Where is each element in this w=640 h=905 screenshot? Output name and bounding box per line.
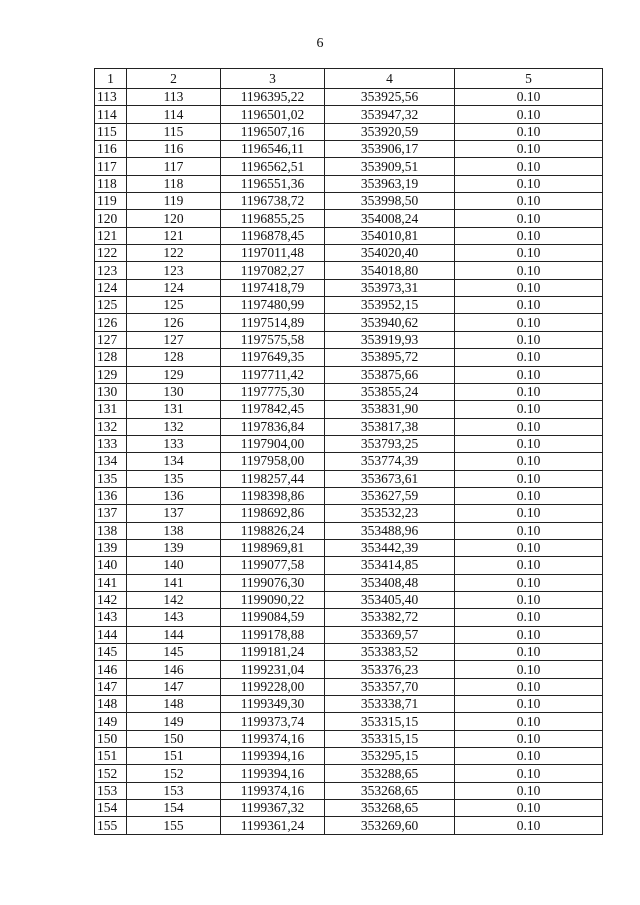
table-row <box>95 696 603 713</box>
x-coordinate-cell: 1197842,45 <box>221 401 325 418</box>
row-index-cell: 121 <box>95 227 127 244</box>
y-coordinate-cell: 353952,15 <box>325 297 455 314</box>
value-cell: 0.10 <box>455 227 603 244</box>
table-row <box>95 141 603 158</box>
y-coordinate-cell: 353998,50 <box>325 193 455 210</box>
point-number-cell: 118 <box>127 175 221 192</box>
x-coordinate-cell: 1196855,25 <box>221 210 325 227</box>
value-cell: 0.10 <box>455 539 603 556</box>
y-coordinate-cell: 353793,25 <box>325 435 455 452</box>
table-row <box>95 106 603 123</box>
x-coordinate-cell: 1197011,48 <box>221 245 325 262</box>
row-index-cell: 124 <box>95 279 127 296</box>
value-cell: 0.10 <box>455 609 603 626</box>
point-number-cell: 137 <box>127 505 221 522</box>
point-number-cell: 145 <box>127 644 221 661</box>
x-coordinate-cell: 1196878,45 <box>221 227 325 244</box>
x-coordinate-cell: 1196501,02 <box>221 106 325 123</box>
y-coordinate-cell: 353268,65 <box>325 800 455 817</box>
row-index-cell: 143 <box>95 609 127 626</box>
value-cell: 0.10 <box>455 418 603 435</box>
point-number-cell: 132 <box>127 418 221 435</box>
point-number-cell: 125 <box>127 297 221 314</box>
value-cell: 0.10 <box>455 435 603 452</box>
table-row <box>95 574 603 591</box>
column-header-2: 2 <box>127 69 221 89</box>
row-index-cell: 125 <box>95 297 127 314</box>
y-coordinate-cell: 353895,72 <box>325 349 455 366</box>
y-coordinate-cell: 353376,23 <box>325 661 455 678</box>
row-index-cell: 114 <box>95 106 127 123</box>
point-number-cell: 127 <box>127 331 221 348</box>
x-coordinate-cell: 1196738,72 <box>221 193 325 210</box>
x-coordinate-cell: 1196551,36 <box>221 175 325 192</box>
x-coordinate-cell: 1199349,30 <box>221 696 325 713</box>
y-coordinate-cell: 353442,39 <box>325 539 455 556</box>
point-number-cell: 155 <box>127 817 221 834</box>
point-number-cell: 119 <box>127 193 221 210</box>
point-number-cell: 146 <box>127 661 221 678</box>
point-number-cell: 138 <box>127 522 221 539</box>
y-coordinate-cell: 354010,81 <box>325 227 455 244</box>
x-coordinate-cell: 1197836,84 <box>221 418 325 435</box>
value-cell: 0.10 <box>455 401 603 418</box>
table-row <box>95 609 603 626</box>
value-cell: 0.10 <box>455 782 603 799</box>
table-row <box>95 817 603 834</box>
value-cell: 0.10 <box>455 123 603 140</box>
y-coordinate-cell: 353357,70 <box>325 678 455 695</box>
row-index-cell: 137 <box>95 505 127 522</box>
x-coordinate-cell: 1199374,16 <box>221 730 325 747</box>
x-coordinate-cell: 1198692,86 <box>221 505 325 522</box>
table-row <box>95 661 603 678</box>
row-index-cell: 141 <box>95 574 127 591</box>
y-coordinate-cell: 353315,15 <box>325 730 455 747</box>
row-index-cell: 151 <box>95 748 127 765</box>
y-coordinate-cell: 353906,17 <box>325 141 455 158</box>
value-cell: 0.10 <box>455 817 603 834</box>
point-number-cell: 113 <box>127 89 221 106</box>
y-coordinate-cell: 353315,15 <box>325 713 455 730</box>
x-coordinate-cell: 1198969,81 <box>221 539 325 556</box>
table-row <box>95 366 603 383</box>
x-coordinate-cell: 1199367,32 <box>221 800 325 817</box>
x-coordinate-cell: 1196562,51 <box>221 158 325 175</box>
value-cell: 0.10 <box>455 262 603 279</box>
row-index-cell: 113 <box>95 89 127 106</box>
x-coordinate-cell: 1199361,24 <box>221 817 325 834</box>
table-row <box>95 539 603 556</box>
row-index-cell: 145 <box>95 644 127 661</box>
x-coordinate-cell: 1196507,16 <box>221 123 325 140</box>
x-coordinate-cell: 1199394,16 <box>221 765 325 782</box>
y-coordinate-cell: 353369,57 <box>325 626 455 643</box>
point-number-cell: 122 <box>127 245 221 262</box>
value-cell: 0.10 <box>455 175 603 192</box>
table-row <box>95 418 603 435</box>
y-coordinate-cell: 353947,32 <box>325 106 455 123</box>
point-number-cell: 115 <box>127 123 221 140</box>
y-coordinate-cell: 353488,96 <box>325 522 455 539</box>
column-header-1: 1 <box>95 69 127 89</box>
row-index-cell: 128 <box>95 349 127 366</box>
row-index-cell: 130 <box>95 383 127 400</box>
x-coordinate-cell: 1197480,99 <box>221 297 325 314</box>
y-coordinate-cell: 353532,23 <box>325 505 455 522</box>
point-number-cell: 148 <box>127 696 221 713</box>
point-number-cell: 140 <box>127 557 221 574</box>
table-row <box>95 730 603 747</box>
point-number-cell: 128 <box>127 349 221 366</box>
y-coordinate-cell: 353831,90 <box>325 401 455 418</box>
y-coordinate-cell: 353382,72 <box>325 609 455 626</box>
row-index-cell: 122 <box>95 245 127 262</box>
column-header-4: 4 <box>325 69 455 89</box>
point-number-cell: 116 <box>127 141 221 158</box>
y-coordinate-cell: 353673,61 <box>325 470 455 487</box>
y-coordinate-cell: 353963,19 <box>325 175 455 192</box>
table-row <box>95 227 603 244</box>
row-index-cell: 115 <box>95 123 127 140</box>
point-number-cell: 149 <box>127 713 221 730</box>
table-row <box>95 401 603 418</box>
row-index-cell: 133 <box>95 435 127 452</box>
point-number-cell: 151 <box>127 748 221 765</box>
y-coordinate-cell: 353269,60 <box>325 817 455 834</box>
table-row <box>95 591 603 608</box>
table-row <box>95 557 603 574</box>
y-coordinate-cell: 353919,93 <box>325 331 455 348</box>
row-index-cell: 129 <box>95 366 127 383</box>
value-cell: 0.10 <box>455 505 603 522</box>
value-cell: 0.10 <box>455 713 603 730</box>
point-number-cell: 150 <box>127 730 221 747</box>
value-cell: 0.10 <box>455 106 603 123</box>
point-number-cell: 136 <box>127 487 221 504</box>
row-index-cell: 120 <box>95 210 127 227</box>
value-cell: 0.10 <box>455 89 603 106</box>
x-coordinate-cell: 1197082,27 <box>221 262 325 279</box>
y-coordinate-cell: 353925,56 <box>325 89 455 106</box>
x-coordinate-cell: 1199373,74 <box>221 713 325 730</box>
table-row <box>95 279 603 296</box>
y-coordinate-cell: 353875,66 <box>325 366 455 383</box>
value-cell: 0.10 <box>455 470 603 487</box>
row-index-cell: 140 <box>95 557 127 574</box>
value-cell: 0.10 <box>455 314 603 331</box>
row-index-cell: 135 <box>95 470 127 487</box>
point-number-cell: 123 <box>127 262 221 279</box>
value-cell: 0.10 <box>455 644 603 661</box>
row-index-cell: 155 <box>95 817 127 834</box>
table-row <box>95 713 603 730</box>
table-row <box>95 678 603 695</box>
value-cell: 0.10 <box>455 245 603 262</box>
point-number-cell: 141 <box>127 574 221 591</box>
value-cell: 0.10 <box>455 748 603 765</box>
row-index-cell: 126 <box>95 314 127 331</box>
y-coordinate-cell: 354020,40 <box>325 245 455 262</box>
x-coordinate-cell: 1198826,24 <box>221 522 325 539</box>
column-header-5: 5 <box>455 69 603 89</box>
table-row <box>95 123 603 140</box>
row-index-cell: 123 <box>95 262 127 279</box>
value-cell: 0.10 <box>455 626 603 643</box>
table-row <box>95 435 603 452</box>
table-row <box>95 782 603 799</box>
row-index-cell: 119 <box>95 193 127 210</box>
value-cell: 0.10 <box>455 297 603 314</box>
x-coordinate-cell: 1199178,88 <box>221 626 325 643</box>
value-cell: 0.10 <box>455 800 603 817</box>
x-coordinate-cell: 1196395,22 <box>221 89 325 106</box>
y-coordinate-cell: 353855,24 <box>325 383 455 400</box>
value-cell: 0.10 <box>455 193 603 210</box>
x-coordinate-cell: 1197775,30 <box>221 383 325 400</box>
table-row <box>95 297 603 314</box>
x-coordinate-cell: 1197649,35 <box>221 349 325 366</box>
table-row <box>95 505 603 522</box>
table-row <box>95 626 603 643</box>
point-number-cell: 120 <box>127 210 221 227</box>
value-cell: 0.10 <box>455 522 603 539</box>
coordinates-table <box>94 68 603 835</box>
y-coordinate-cell: 353973,31 <box>325 279 455 296</box>
table-row <box>95 453 603 470</box>
row-index-cell: 118 <box>95 175 127 192</box>
table-row <box>95 487 603 504</box>
x-coordinate-cell: 1199228,00 <box>221 678 325 695</box>
table-header-row <box>95 69 603 89</box>
point-number-cell: 144 <box>127 626 221 643</box>
y-coordinate-cell: 353909,51 <box>325 158 455 175</box>
x-coordinate-cell: 1199084,59 <box>221 609 325 626</box>
value-cell: 0.10 <box>455 158 603 175</box>
point-number-cell: 133 <box>127 435 221 452</box>
value-cell: 0.10 <box>455 383 603 400</box>
y-coordinate-cell: 353920,59 <box>325 123 455 140</box>
y-coordinate-cell: 353295,15 <box>325 748 455 765</box>
table-row <box>95 245 603 262</box>
table-row <box>95 89 603 106</box>
x-coordinate-cell: 1199076,30 <box>221 574 325 591</box>
y-coordinate-cell: 353288,65 <box>325 765 455 782</box>
value-cell: 0.10 <box>455 678 603 695</box>
row-index-cell: 127 <box>95 331 127 348</box>
y-coordinate-cell: 353940,62 <box>325 314 455 331</box>
x-coordinate-cell: 1197711,42 <box>221 366 325 383</box>
y-coordinate-cell: 353268,65 <box>325 782 455 799</box>
point-number-cell: 117 <box>127 158 221 175</box>
page-number: 6 <box>316 36 324 51</box>
point-number-cell: 139 <box>127 539 221 556</box>
y-coordinate-cell: 353627,59 <box>325 487 455 504</box>
x-coordinate-cell: 1199090,22 <box>221 591 325 608</box>
table-row <box>95 644 603 661</box>
row-index-cell: 147 <box>95 678 127 695</box>
point-number-cell: 131 <box>127 401 221 418</box>
row-index-cell: 148 <box>95 696 127 713</box>
table-row <box>95 158 603 175</box>
point-number-cell: 142 <box>127 591 221 608</box>
table-row <box>95 175 603 192</box>
table-row <box>95 765 603 782</box>
value-cell: 0.10 <box>455 366 603 383</box>
point-number-cell: 124 <box>127 279 221 296</box>
row-index-cell: 146 <box>95 661 127 678</box>
row-index-cell: 138 <box>95 522 127 539</box>
table-row <box>95 800 603 817</box>
value-cell: 0.10 <box>455 557 603 574</box>
row-index-cell: 116 <box>95 141 127 158</box>
point-number-cell: 121 <box>127 227 221 244</box>
row-index-cell: 134 <box>95 453 127 470</box>
point-number-cell: 130 <box>127 383 221 400</box>
x-coordinate-cell: 1199077,58 <box>221 557 325 574</box>
x-coordinate-cell: 1196546,11 <box>221 141 325 158</box>
point-number-cell: 154 <box>127 800 221 817</box>
x-coordinate-cell: 1198257,44 <box>221 470 325 487</box>
x-coordinate-cell: 1197418,79 <box>221 279 325 296</box>
x-coordinate-cell: 1199231,04 <box>221 661 325 678</box>
row-index-cell: 142 <box>95 591 127 608</box>
y-coordinate-cell: 354008,24 <box>325 210 455 227</box>
point-number-cell: 126 <box>127 314 221 331</box>
value-cell: 0.10 <box>455 141 603 158</box>
table-row <box>95 193 603 210</box>
row-index-cell: 144 <box>95 626 127 643</box>
value-cell: 0.10 <box>455 331 603 348</box>
value-cell: 0.10 <box>455 591 603 608</box>
y-coordinate-cell: 353774,39 <box>325 453 455 470</box>
table-row <box>95 748 603 765</box>
point-number-cell: 153 <box>127 782 221 799</box>
table-row <box>95 383 603 400</box>
y-coordinate-cell: 353817,38 <box>325 418 455 435</box>
value-cell: 0.10 <box>455 765 603 782</box>
value-cell: 0.10 <box>455 487 603 504</box>
value-cell: 0.10 <box>455 349 603 366</box>
row-index-cell: 152 <box>95 765 127 782</box>
row-index-cell: 117 <box>95 158 127 175</box>
row-index-cell: 139 <box>95 539 127 556</box>
value-cell: 0.10 <box>455 453 603 470</box>
x-coordinate-cell: 1197514,89 <box>221 314 325 331</box>
y-coordinate-cell: 353408,48 <box>325 574 455 591</box>
column-header-3: 3 <box>221 69 325 89</box>
x-coordinate-cell: 1199394,16 <box>221 748 325 765</box>
point-number-cell: 147 <box>127 678 221 695</box>
row-index-cell: 132 <box>95 418 127 435</box>
value-cell: 0.10 <box>455 279 603 296</box>
x-coordinate-cell: 1199181,24 <box>221 644 325 661</box>
row-index-cell: 131 <box>95 401 127 418</box>
row-index-cell: 150 <box>95 730 127 747</box>
x-coordinate-cell: 1198398,86 <box>221 487 325 504</box>
table-body <box>95 89 603 835</box>
point-number-cell: 129 <box>127 366 221 383</box>
table-row <box>95 314 603 331</box>
point-number-cell: 135 <box>127 470 221 487</box>
value-cell: 0.10 <box>455 210 603 227</box>
row-index-cell: 136 <box>95 487 127 504</box>
point-number-cell: 143 <box>127 609 221 626</box>
row-index-cell: 154 <box>95 800 127 817</box>
table-row <box>95 522 603 539</box>
value-cell: 0.10 <box>455 661 603 678</box>
y-coordinate-cell: 353338,71 <box>325 696 455 713</box>
table-row <box>95 349 603 366</box>
y-coordinate-cell: 353383,52 <box>325 644 455 661</box>
x-coordinate-cell: 1197904,00 <box>221 435 325 452</box>
y-coordinate-cell: 354018,80 <box>325 262 455 279</box>
table-row <box>95 331 603 348</box>
value-cell: 0.10 <box>455 730 603 747</box>
y-coordinate-cell: 353414,85 <box>325 557 455 574</box>
x-coordinate-cell: 1197958,00 <box>221 453 325 470</box>
point-number-cell: 134 <box>127 453 221 470</box>
value-cell: 0.10 <box>455 574 603 591</box>
value-cell: 0.10 <box>455 696 603 713</box>
table-row <box>95 262 603 279</box>
x-coordinate-cell: 1197575,58 <box>221 331 325 348</box>
row-index-cell: 153 <box>95 782 127 799</box>
table-row <box>95 210 603 227</box>
y-coordinate-cell: 353405,40 <box>325 591 455 608</box>
row-index-cell: 149 <box>95 713 127 730</box>
table-row <box>95 470 603 487</box>
point-number-cell: 114 <box>127 106 221 123</box>
x-coordinate-cell: 1199374,16 <box>221 782 325 799</box>
point-number-cell: 152 <box>127 765 221 782</box>
